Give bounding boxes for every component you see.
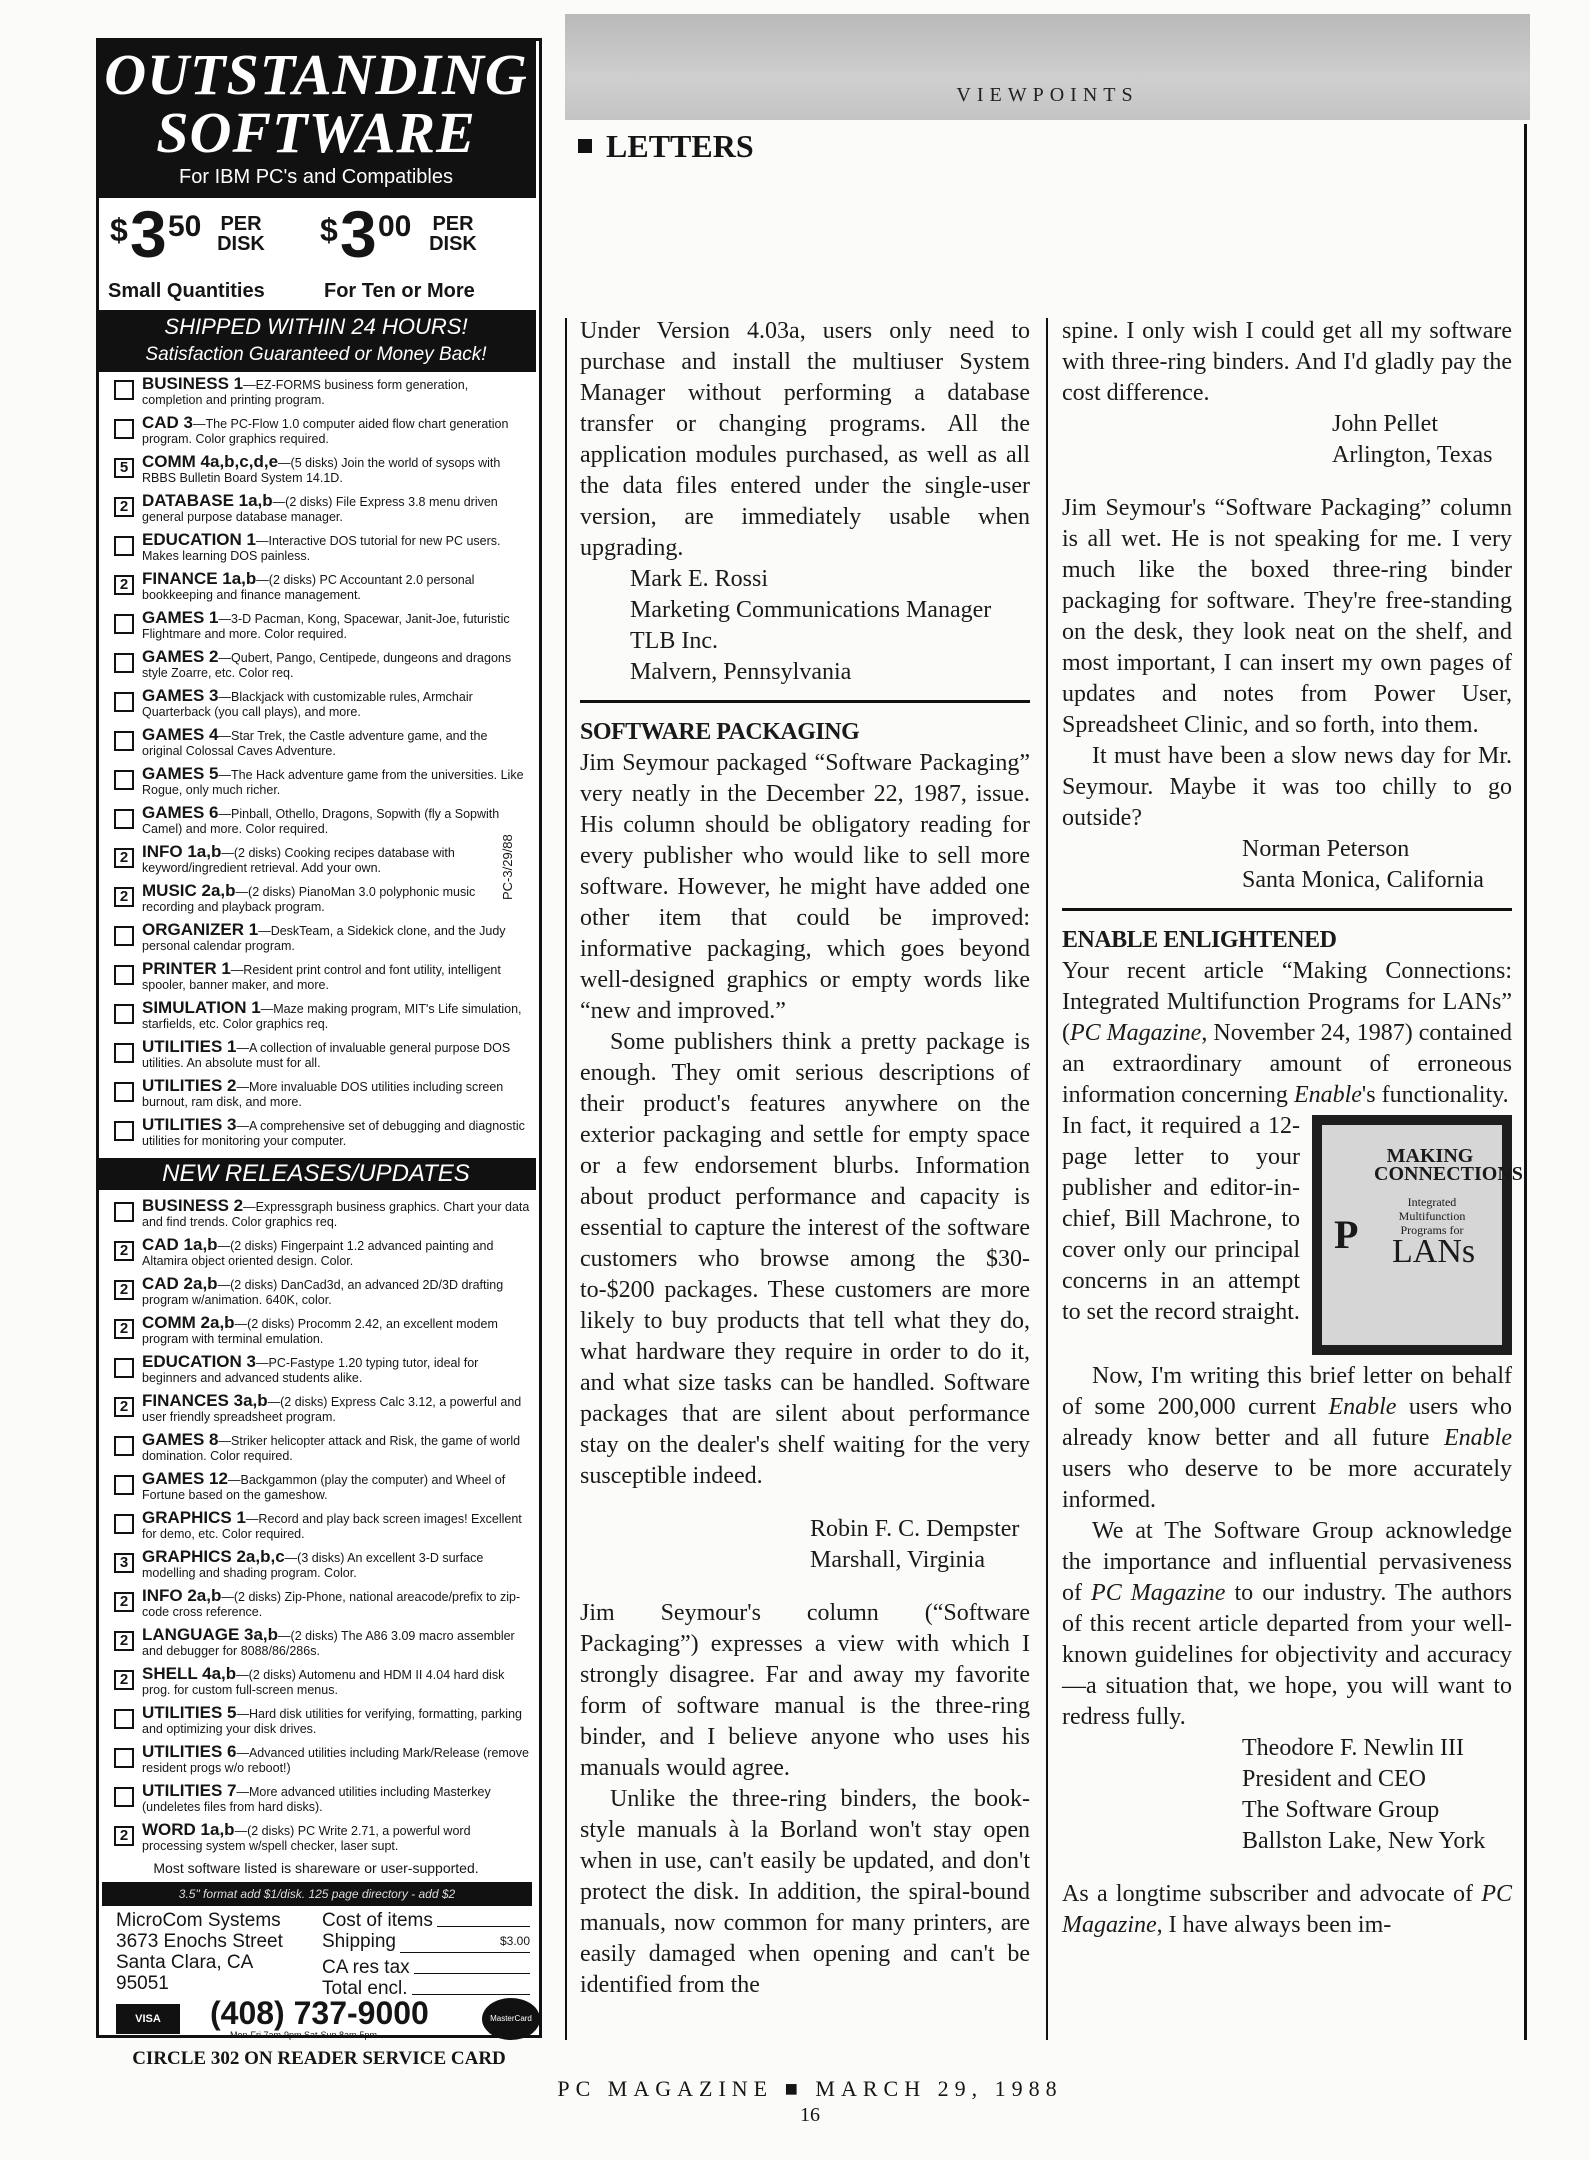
column-rule-right	[1524, 124, 1527, 2040]
order-checkbox[interactable]: 2	[114, 1280, 134, 1300]
letter-paragraph: Under Version 4.03a, users only need to purchase and install the multiuser System Manager without performing a database transfer or changing programs. All the application modules purchased, as well as all the data files entered under the single-user version, are immediately usable when upgrading.	[580, 318, 1030, 561]
signature-newlin: Theodore F. Newlin III President and CEO The Software Group Ballston Lake, New York	[1242, 1735, 1486, 1854]
software-description: —Star Trek, the Castle adventure game, and the original Colossal Caves Adventure.	[142, 729, 488, 758]
ad-list-item	[100, 1354, 530, 1393]
page-title: LETTERS	[578, 128, 754, 165]
software-name: BUSINESS 1	[142, 376, 244, 393]
software-description: —(2 disks) File Express 3.8 menu driven general purpose database manager.	[142, 495, 498, 524]
letter-paragraph: Jim Seymour packaged “Software Packaging” very neatly in the December 22, 1987, issue. His column should be obligatory reading for every publisher who would like to sell more software. However, he might have added one other item that could be improved: informative packaging, which goes beyond well-designed graphics or empty words like “new and improved.”	[580, 750, 1030, 1024]
order-checkbox[interactable]: 3	[114, 1553, 134, 1573]
ad-list-item	[100, 1432, 530, 1471]
order-checkbox[interactable]	[114, 653, 134, 673]
software-name: COMM 2a,b	[142, 1315, 235, 1332]
order-checkbox[interactable]: 2	[114, 1670, 134, 1690]
order-form[interactable]	[322, 1910, 536, 1999]
order-checkbox[interactable]	[114, 770, 134, 790]
software-name: EDUCATION 3	[142, 1354, 256, 1371]
ad-list-item	[100, 883, 530, 922]
order-checkbox[interactable]	[114, 1202, 134, 1222]
ad-list-item	[100, 454, 530, 493]
section-divider	[580, 700, 1030, 703]
software-description: —Striker helicopter attack and Risk, the game of world domination. Color required.	[142, 1434, 521, 1463]
order-checkbox[interactable]: 2	[114, 848, 134, 868]
ad-list-item	[100, 766, 530, 805]
software-name: CAD 1a,b	[142, 1237, 218, 1254]
square-bullet-icon	[578, 139, 592, 153]
software-description: —A collection of invaluable general purpose DOS utilities. An absolute must for all.	[142, 1041, 511, 1070]
ad-list-item	[100, 1078, 530, 1117]
software-description: —Backgammon (play the computer) and Wheel of Fortune based on the gameshow.	[142, 1473, 506, 1502]
new-releases-list	[100, 1198, 530, 1861]
order-checkbox[interactable]	[114, 536, 134, 556]
order-checkbox[interactable]	[114, 1514, 134, 1534]
ad-list-item	[100, 1315, 530, 1354]
software-name: INFO 2a,b	[142, 1588, 222, 1605]
footer-magazine-date: PC MAGAZINE ■ MARCH 29, 1988	[557, 2076, 1063, 2101]
ad-list-item	[100, 688, 530, 727]
advertisement	[96, 38, 542, 2038]
letter-paragraph: Jim Seymour's “Software Packaging” column is all wet. He is not speaking for me. I very much like the boxed three-ring binder packaging for software. They're free-standing on the desk, they look neat on the shelf, and most important, I can insert my own pages of updates and notes from Power User, Spreadsheet Clinic, and so forth, into them.	[1062, 495, 1512, 738]
software-name: BUSINESS 2	[142, 1198, 244, 1215]
software-name: CAD 2a,b	[142, 1276, 218, 1293]
software-name: INFO 1a,b	[142, 844, 222, 861]
software-name: ORGANIZER 1	[142, 922, 259, 939]
ad-list-item	[100, 1549, 530, 1588]
ad-list-item	[100, 1744, 530, 1783]
software-description: —Resident print control and font utility, intelligent spooler, banner maker, and more.	[142, 963, 501, 992]
software-description: —(2 disks) Automenu and HDM II 4.04 hard disk prog. for custom full-screen menus.	[142, 1668, 505, 1697]
software-description: —DeskTeam, a Sidekick clone, and the Judy personal calendar program.	[142, 924, 506, 953]
order-checkbox[interactable]	[114, 731, 134, 751]
order-tax-row[interactable]: CA res tax	[322, 1957, 536, 1978]
software-name: PRINTER 1	[142, 961, 231, 978]
letter-paragraph: We at The Software Group acknowledge the importance and influential pervasiveness of PC Magazine to our industry. The authors of this recent article departed from your well-known guidelines for objectivity and accuracy—a situation that, we hope, you will want to redress fully.	[1062, 1518, 1512, 1730]
ad-list-item	[100, 1783, 530, 1822]
order-checkbox[interactable]: 2	[114, 1631, 134, 1651]
new-releases-banner: NEW RELEASES/UPDATES	[96, 1158, 536, 1190]
ad-headline-line-1: OUTSTANDING	[104, 42, 528, 107]
software-description: —Expressgraph business graphics. Chart your data and find trends. Color graphics req.	[142, 1200, 530, 1229]
ad-list-item	[100, 1471, 530, 1510]
format-bar: 3.5" format add $1/disk. 125 page directory - add $2	[102, 1882, 532, 1906]
ad-list-item	[100, 727, 530, 766]
order-cost-row[interactable]: Cost of items	[322, 1910, 536, 1931]
ad-list-item	[100, 1198, 530, 1237]
software-name: EDUCATION 1	[142, 532, 256, 549]
software-name: WORD 1a,b	[142, 1822, 235, 1839]
letter-paragraph: Some publishers think a pretty package is enough. They omit serious descriptions of their product's features anywhere on the exterior packaging and settle for empty space or a few endorsement blurbs. Information about product performance and capacity is essential to capture the interest of the software customers who browse among the $30-to-$200 packages. These customers are more likely to buy products that tell what they do, what hardware they require in order to do it, and what size tasks can be handled. Software packages that are silent about performance stay on the dealer's shelf waiting for the very susceptible indeed.	[580, 1029, 1030, 1489]
section-label: VIEWPOINTS	[956, 84, 1139, 106]
software-name: UTILITIES 1	[142, 1039, 237, 1056]
signature-dempster: Robin F. C. Dempster Marshall, Virginia	[810, 1516, 1020, 1573]
ad-list-item	[100, 1627, 530, 1666]
order-checkbox[interactable]: 2	[114, 1592, 134, 1612]
ad-headline	[96, 42, 536, 165]
software-description: —(2 disks) Express Calc 3.12, a powerful and user friendly spreadsheet program.	[142, 1395, 522, 1424]
software-name: GAMES 4	[142, 727, 219, 744]
signature-pellet: John Pellet Arlington, Texas	[1332, 411, 1493, 468]
software-name: GAMES 2	[142, 649, 219, 666]
phone-number[interactable]: (408) 737-9000	[210, 1995, 429, 2031]
shareware-note: Most software listed is shareware or user-supported.	[153, 1860, 479, 1876]
order-checkbox[interactable]	[114, 1475, 134, 1495]
ad-list-item	[100, 961, 530, 1000]
letter-paragraph: Jim Seymour's column (“Software Packaging”) expresses a view with which I strongly disagree. Far and away my favorite form of software manual is the three-ring binder, and I believe anyone who uses his manuals would agree.	[580, 1600, 1030, 1781]
ad-list-item	[100, 610, 530, 649]
visa-logo: VISA	[116, 2004, 180, 2034]
software-description: —Pinball, Othello, Dragons, Sopwith (fly a Sopwith Camel) and more. Color required.	[142, 807, 500, 836]
order-checkbox[interactable]: 2	[114, 575, 134, 595]
letter-paragraph: spine. I only wish I could get all my software with three-ring binders. And I'd gladly pay the cost difference.	[1062, 318, 1512, 406]
software-description: —More advanced utilities including Masterkey (undeletes files from hard disks).	[142, 1785, 491, 1814]
software-name: GRAPHICS 1	[142, 1510, 246, 1527]
ad-list-item	[100, 805, 530, 844]
ad-list-item	[100, 1510, 530, 1549]
software-description: —(2 disks) Procomm 2.42, an excellent modem program with terminal emulation.	[142, 1317, 498, 1346]
book-p-logo: P	[1334, 1212, 1359, 1257]
order-checkbox[interactable]	[114, 380, 134, 400]
book-title: MAKING CONNECTIONS	[1374, 1145, 1523, 1185]
ad-list-item	[100, 1117, 530, 1156]
order-checkbox[interactable]	[114, 1082, 134, 1102]
software-description: —PC-Fastype 1.20 typing tutor, ideal for beginners and advanced students alike.	[142, 1356, 479, 1385]
phone-row	[116, 1995, 536, 2040]
ad-list-item	[100, 376, 530, 415]
ad-header	[96, 38, 536, 198]
software-name: GRAPHICS 2a,b,c	[142, 1549, 285, 1566]
page-number: 16	[800, 2104, 820, 2126]
ad-headline-line-2: SOFTWARE	[156, 100, 476, 165]
ad-list-item	[100, 1237, 530, 1276]
ad-list-item	[100, 1039, 530, 1078]
letter-paragraph: It must have been a slow news day for Mr. Seymour. Maybe it was too chilly to go outside?	[1062, 743, 1512, 831]
order-checkbox[interactable]: 2	[114, 1241, 134, 1261]
software-description: —(3 disks) An excellent 3-D surface modelling and shading program. Color.	[142, 1551, 484, 1580]
order-checkbox[interactable]: 2	[114, 1826, 134, 1846]
ad-shipping-banner	[96, 310, 536, 372]
letters-column-middle	[580, 316, 1030, 2001]
software-description: —(2 disks) DanCad3d, an advanced 2D/3D drafting program w/animation. 640K, color.	[142, 1278, 504, 1307]
software-name: MUSIC 2a,b	[142, 883, 236, 900]
software-description: —Hard disk utilities for verifying, formatting, parking and optimizing your disk drives.	[142, 1707, 522, 1736]
order-checkbox[interactable]	[114, 1709, 134, 1729]
order-checkbox[interactable]: 2	[114, 497, 134, 517]
signature-peterson: Norman Peterson Santa Monica, California	[1242, 836, 1484, 893]
software-description: —(2 disks) PC Write 2.71, a powerful word processing system w/spell checker, laser supt.	[142, 1824, 471, 1853]
software-description: —(5 disks) Join the world of sysops with RBBS Bulletin Board System 14.1D.	[142, 456, 501, 485]
software-name: GAMES 12	[142, 1471, 228, 1488]
ad-list-item	[100, 1822, 530, 1861]
order-checkbox[interactable]: 2	[114, 1319, 134, 1339]
order-checkbox[interactable]: 5	[114, 458, 134, 478]
software-name: FINANCES 3a,b	[142, 1393, 268, 1410]
order-checkbox[interactable]	[114, 614, 134, 634]
software-name: DATABASE 1a,b	[142, 493, 273, 510]
ad-list-item	[100, 493, 530, 532]
software-description: —(2 disks) Cooking recipes database with keyword/ingredient retrieval. Add your own.	[142, 846, 455, 875]
signature-rossi: Mark E. Rossi Marketing Communications Manager TLB Inc. Malvern, Pennsylvania	[630, 566, 992, 685]
order-checkbox[interactable]: 2	[114, 1397, 134, 1417]
software-description: —EZ-FORMS business form generation, completion and printing program.	[142, 378, 469, 407]
software-description: —(2 disks) Zip-Phone, national areacode/prefix to zip-code cross reference.	[142, 1590, 521, 1619]
ad-list-item	[100, 532, 530, 571]
letter-paragraph: Your recent article “Making Connections: Integrated Multifunction Programs for LANs” (PC Magazine, November 24, 1987) contained an extraordinary amount of erroneous information concerning Enable's functionality.	[1062, 958, 1512, 1108]
satisfaction-guarantee: Satisfaction Guaranteed or Money Back!	[145, 344, 487, 365]
company-address: MicroCom Systems 3673 Enochs Street Santa Clara, CA 95051	[116, 1910, 283, 1994]
software-name: GAMES 6	[142, 805, 219, 822]
software-name: CAD 3	[142, 415, 194, 432]
software-description: —Advanced utilities including Mark/Release (remove resident progs w/o reboot!)	[142, 1746, 529, 1775]
software-description: —The PC-Flow 1.0 computer aided flow chart generation program. Color graphics required.	[142, 417, 509, 446]
order-checkbox[interactable]	[114, 1004, 134, 1024]
order-checkbox[interactable]: 2	[114, 887, 134, 907]
reader-service-circle: CIRCLE 302 ON READER SERVICE CARD	[132, 2048, 506, 2069]
order-checkbox[interactable]	[114, 419, 134, 439]
order-checkbox[interactable]	[114, 926, 134, 946]
order-checkbox[interactable]	[114, 965, 134, 985]
ad-list-item	[100, 1666, 530, 1705]
ad-prices: $ 3 50 PER DISK Small Quantities $ 3 00 PER DISK For Ten or More	[108, 197, 477, 302]
ad-list-item	[100, 922, 530, 961]
software-name: UTILITIES 7	[142, 1783, 237, 1800]
software-name: UTILITIES 3	[142, 1117, 237, 1134]
software-description: —3-D Pacman, Kong, Spacewar, Janit-Joe, futuristic Flightmare and more. Color required.	[142, 612, 510, 641]
software-description: —(2 disks) Fingerpaint 1.2 advanced painting and Altamira object oriented design. Color.	[142, 1239, 494, 1268]
ad-code: PC-3/29/88	[500, 834, 515, 900]
ad-list-item	[100, 1588, 530, 1627]
order-checkbox[interactable]	[114, 809, 134, 829]
book-cover-image	[1312, 1115, 1523, 1355]
order-checkbox[interactable]	[114, 1748, 134, 1768]
column-rule-left	[565, 318, 567, 2040]
software-description: —(2 disks) PianoMan 3.0 polyphonic music recording and playback program.	[142, 885, 476, 914]
letters-column-right	[1062, 316, 1523, 1941]
letter-paragraph: As a longtime subscriber and advocate of PC Magazine, I have always been im-	[1062, 1881, 1512, 1938]
section-divider	[1062, 908, 1512, 911]
letter-paragraph: Now, I'm writing this brief letter on behalf of some 200,000 current Enable users who already know better and all future Enable users who deserve to be more accurately informed.	[1062, 1363, 1513, 1513]
software-description: —Qubert, Pango, Centipede, dungeons and dragons style Zoarre, etc. Color req.	[142, 651, 512, 680]
section-heading-enable-enlightened: ENABLE ENLIGHTENED	[1062, 927, 1337, 953]
software-name: GAMES 8	[142, 1432, 219, 1449]
business-hours: Mon-Fri 7am-9pm Sat-Sun 8am-5pm	[230, 2030, 378, 2040]
order-total-row[interactable]: Total encl.	[322, 1978, 536, 1999]
ad-subhead: For IBM PC's and Compatibles	[179, 166, 453, 188]
order-checkbox[interactable]	[114, 1121, 134, 1141]
software-name: LANGUAGE 3a,b	[142, 1627, 279, 1644]
software-description: —A comprehensive set of debugging and diagnostic utilities for monitoring your computer.	[142, 1119, 525, 1148]
software-name: SIMULATION 1	[142, 1000, 261, 1017]
order-checkbox[interactable]	[114, 1358, 134, 1378]
mastercard-logo: MasterCard	[482, 1998, 540, 2040]
software-description: —(2 disks) PC Accountant 2.0 personal bookkeeping and finance management.	[142, 573, 475, 602]
ad-list-item	[100, 571, 530, 610]
ad-list-item	[100, 649, 530, 688]
software-name: SHELL 4a,b	[142, 1666, 237, 1683]
software-list	[100, 376, 530, 1156]
software-description: —Record and play back screen images! Excellent for demo, etc. Color required.	[142, 1512, 522, 1541]
software-name: GAMES 3	[142, 688, 219, 705]
book-lans: LANs	[1392, 1233, 1476, 1270]
book-subtitle: Integrated Multifunction Programs for	[1398, 1195, 1466, 1237]
software-description: —Interactive DOS tutorial for new PC users. Makes learning DOS painless.	[142, 534, 501, 563]
order-checkbox[interactable]	[114, 1043, 134, 1063]
ad-list-item	[100, 1393, 530, 1432]
shipped-within-24-hours: SHIPPED WITHIN 24 HOURS!	[164, 314, 468, 339]
ad-list-item	[100, 1276, 530, 1315]
software-name: UTILITIES 2	[142, 1078, 237, 1095]
software-description: —Blackjack with customizable rules, Armchair Quarterback (you call plays), and more.	[142, 690, 473, 719]
column-rule-middle	[1046, 318, 1048, 2040]
ad-list-item	[100, 415, 530, 454]
software-name: FINANCE 1a,b	[142, 571, 257, 588]
software-description: —The Hack adventure game from the universities. Like Rogue, only much richer.	[142, 768, 524, 797]
order-checkbox[interactable]	[114, 692, 134, 712]
software-name: UTILITIES 5	[142, 1705, 237, 1722]
software-name: GAMES 1	[142, 610, 219, 627]
letter-paragraph: Unlike the three-ring binders, the book-style manuals à la Borland won't stay open when in use, can't easily be updated, and don't protect the disk. In addition, the spiral-bound manuals, now common for many printers, are easily damaged when opening and can't be identified from the	[580, 1786, 1030, 1998]
ad-list-item	[100, 1000, 530, 1039]
letter-paragraph: In fact, it required a 12-page letter to your publisher and editor-in-chief, Bill Machrone, to cover only our principal concerns in an attempt to set the record straight.	[1062, 1113, 1300, 1325]
order-checkbox[interactable]	[114, 1787, 134, 1807]
software-description: —Maze making program, MIT's Life simulation, starfields, etc. Color graphics req.	[142, 1002, 522, 1031]
software-name: GAMES 5	[142, 766, 219, 783]
software-name: COMM 4a,b,c,d,e	[142, 454, 279, 471]
ad-list-item	[100, 844, 530, 883]
software-description: —More invaluable DOS utilities including screen burnout, ram disk, and more.	[142, 1080, 504, 1109]
software-description: —(2 disks) The A86 3.09 macro assembler and debugger for 8088/86/286s.	[142, 1629, 515, 1658]
ad-list-item	[100, 1705, 530, 1744]
software-name: UTILITIES 6	[142, 1744, 237, 1761]
order-shipping-row: Shipping $3.00	[322, 1931, 530, 1952]
section-heading-software-packaging: SOFTWARE PACKAGING	[580, 719, 860, 745]
order-checkbox[interactable]	[114, 1436, 134, 1456]
